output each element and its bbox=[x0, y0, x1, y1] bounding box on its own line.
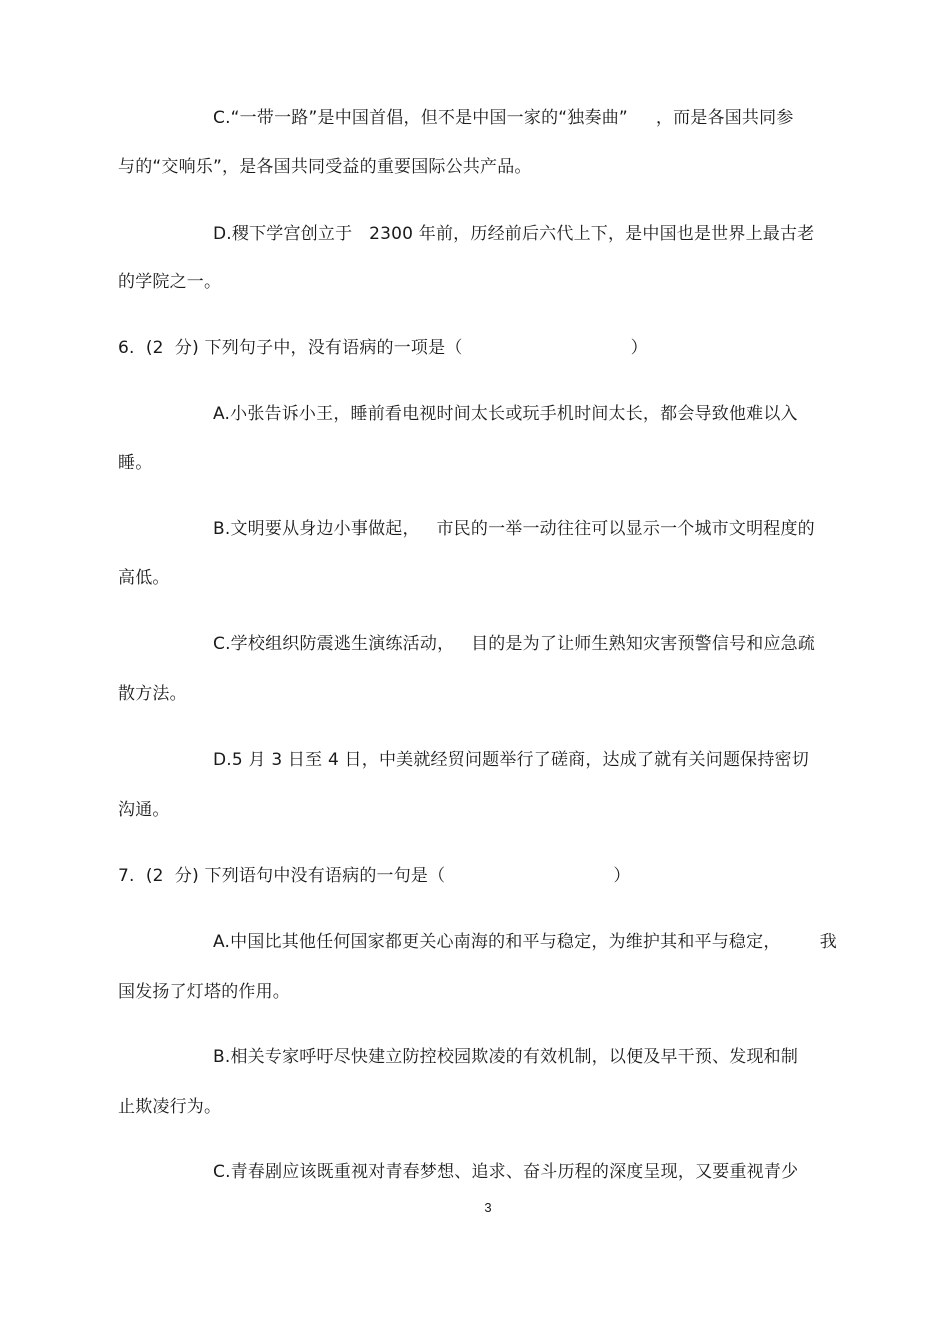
q6-option-d-line-2: 沟通。 bbox=[118, 800, 170, 820]
page-number: 3 bbox=[484, 1200, 492, 1215]
option-c-line-2: 与的“交响乐”，是各国共同受益的重要国际公共产品。 bbox=[118, 157, 532, 177]
q6-option-a-line-2: 睡。 bbox=[118, 453, 153, 473]
q6-option-a-line-1: A.小张告诉小王，睡前看电视时间太长或玩手机时间太长，都会导致他难以入 bbox=[213, 404, 798, 424]
option-d-line-1: D.稷下学宫创立于 2300 年前，历经前后六代上下，是中国也是世界上最古老 bbox=[213, 224, 815, 244]
question-6-stem: 6. (2 分) 下列句子中，没有语病的一项是（ ） bbox=[118, 338, 648, 358]
q7-option-a-line-2: 国发扬了灯塔的作用。 bbox=[118, 982, 290, 1002]
q7-option-b-line-2: 止欺凌行为。 bbox=[118, 1097, 222, 1117]
option-d-line-2: 的学院之一。 bbox=[118, 272, 222, 292]
q6-option-b-line-2: 高低。 bbox=[118, 568, 170, 588]
q6-option-c-line-2: 散方法。 bbox=[118, 684, 187, 704]
option-c-line-1: C.“一带一路”是中国首倡，但不是中国一家的“独奏曲” ，而是各国共同参 bbox=[213, 108, 794, 128]
q6-option-c-line-1: C.学校组织防震逃生演练活动， 目的是为了让师生熟知灾害预警信号和应急疏 bbox=[213, 634, 816, 654]
q6-option-b-line-1: B.文明要从身边小事做起， 市民的一举一动往往可以显示一个城市文明程度的 bbox=[213, 519, 815, 539]
q7-option-c-line-1: C.青春剧应该既重视对青春梦想、追求、奋斗历程的深度呈现，又要重视青少 bbox=[213, 1162, 799, 1182]
question-7-stem: 7. (2 分) 下列语句中没有语病的一句是（ ） bbox=[118, 866, 631, 886]
q7-option-a-line-1: A.中国比其他任何国家都更关心南海的和平与稳定，为维护其和平与稳定， 我 bbox=[213, 932, 837, 952]
q6-option-d-line-1: D.5 月 3 日至 4 日，中美就经贸问题举行了磋商，达成了就有关问题保持密切 bbox=[213, 750, 809, 770]
q7-option-b-line-1: B.相关专家呼吁尽快建立防控校园欺凌的有效机制，以便及早干预、发现和制 bbox=[213, 1047, 799, 1067]
